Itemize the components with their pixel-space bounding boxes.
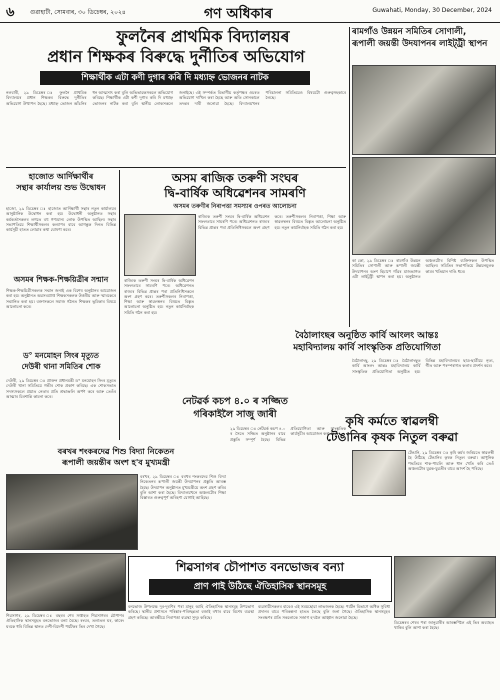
tarunee-body-2: ৰাজ্যিক তৰুণী সংঘৰ দ্বি-বাৰ্ষিক অধিৱেশন সফলতাৰে সামৰণি পৰে। অধিৱেশনত ৰাজ্যৰ বিভিন্ন প্ৰান্তৰ পৰা প্ৰতিনিধিসকলে অংশ গ্ৰহণ কৰে। তৰুণীসকলৰ নিৰাপত্তা, শিক্ষা আৰু স্বাৱলম্বনৰ বিষয়ত বিস্তৃত আলোচনা অনুষ্ঠিত হয়। নতুন কাৰ্যনিৰ্বাহক সমিতি গঠন কৰা হয়। <box>124 278 194 315</box>
historic-site-photo <box>394 556 496 618</box>
tarunee-photo <box>124 214 196 276</box>
event-photo <box>352 157 496 255</box>
picnic-photo <box>6 553 126 611</box>
karbi-headline-2: মহাবিদ্যালয় কাৰ্বি সাংস্কৃতিক প্ৰতিযোগিতা <box>293 343 441 353</box>
ramgaon-photo <box>352 65 496 155</box>
picnic-banner <box>128 556 392 602</box>
ramgaon-body: কা কো, ২৯ ডিচেম্বৰ ঃ ৰামগাঁও উন্নয়ন সমিতিৰ সোণালী আৰু ৰূপালী জয়ন্তী উদযাপনৰ অংশ হিচাপে গাঁৱৰ মাজভাগত এটা লাইট্‌ট্ৰী স্থাপন কৰা হয়। অনুষ্ঠানত অঞ্চলটোৰ বিশিষ্ট ব্যক্তিসকল উপস্থিত আছিল। সমিতিৰ সভাপতিয়ে উন্নয়নমূলক কামৰ খতিয়ান দাঙি ধৰে। <box>352 258 494 279</box>
date-left: গুৱাহাটী, সোমবাৰ, ৩০ ডিচেম্বৰ, ২০২৪ <box>30 9 126 16</box>
bottom-body-1: শিৱসাগৰ, ২৯ ডিচেম্বৰ ঃ বছৰৰ শেষ সপ্তাহত শিৱসাগৰৰ চৌপাশৰ ঐতিহাসিক স্থানসমূহত বনভোজৰ বন্যা বৈছে। ৰংঘৰ, তলাতল ঘৰ, কাৰেং ঘৰকে ধৰি বিভিন্ন স্থানত দেশী-বিদেশী পৰ্যটকৰ ভিৰ দেখা গৈছে। <box>6 613 124 629</box>
deori-body: দেউৰী, ২৯ ডিচেম্বৰ ঃ প্ৰাক্তন প্ৰধানমন্ত্ৰী ড° মনমোহন সিংৰ মৃত্যুত দেউৰী থানা সমিতিয়ে গভীৰ শোক প্ৰকাশ কৰিছে। এক শোকসভাত সদস্যসকলে প্ৰয়াত নেতাৰ প্ৰতি শ্ৰদ্ধাঞ্জলি অৰ্পণ কৰে আৰু তেওঁৰ আত্মাৰ চিৰশান্তি কামনা কৰে। <box>6 378 116 399</box>
ramgaon-headline-2: ৰূপালী জয়ন্তী উদযাপনৰ লাইট্‌ট্ৰী স্থাপন <box>352 39 488 49</box>
section-rule <box>6 167 346 168</box>
column-rule <box>349 27 350 327</box>
hajo-headline-1: হাজোত আৰ্দিক্ষাৰ্থীৰ <box>28 172 94 181</box>
tarunee-headline-1: অসম ৰাজিক তৰুণী সংঘৰ <box>171 171 299 185</box>
teachers-body: শিক্ষক-শিক্ষয়িত্ৰীসকলক সন্মান জনাই এক বিশেষ অনুষ্ঠানৰ আয়োজন কৰা হয়। অনুষ্ঠানত অৱসৰপ্ৰাপ্ত শিক্ষকসকলক উত্তৰীয় আৰু স্মাৰকেৰে সন্মানিত কৰা হয়। বক্তাসকলে সমাজ গঠনত শিক্ষকৰ ভূমিকাৰ বিষয়ে আলোচনা কৰে। <box>6 288 116 309</box>
karbi-headline-1: বৈঠালাংছৰ অনুষ্ঠিত কাৰ্বি আংলং আন্তঃ <box>295 331 439 341</box>
masthead <box>0 0 500 23</box>
barkhar-headline-2: ৰূপালী জয়ন্তীৰ অংশ হ'ব মুখ্যমন্ত্ৰী <box>62 458 170 467</box>
ramgaon-headline-1: ৰামগাঁও উন্নয়ন সমিতিৰ সোণালী, <box>352 27 467 37</box>
date-right: Guwahati, Monday, 30 December, 2024 <box>372 7 492 14</box>
lead-headline-1: ফুলনৈৰ প্ৰাথমিক বিদ্যালয়ৰ <box>116 27 290 46</box>
column-rule <box>119 170 120 440</box>
barkhar-body: বৰখৰ, ২৯ ডিচেম্বৰ ঃ বৰখৰ শংকৰদেৱ শিশু বিদ্যা নিকেতনৰ ৰূপালী জয়ন্তী উদযাপনৰ প্ৰস্তুতি আৰম্ভ হৈছে। উদযাপন অনুষ্ঠানত মুখ্যমন্ত্ৰীয়ে অংশ গ্ৰহণ কৰিব বুলি আশা কৰা হৈছে। বিদ্যালয়খনে অঞ্চলটোৰ শিক্ষা বিস্তাৰত গুৰুত্বপূৰ্ণ অৰিহণা যোগাই আহিছে। <box>140 474 226 501</box>
page-number: ৬ <box>6 5 15 20</box>
teachers-headline: অসমৰ শিক্ষক-শিক্ষয়িত্ৰীৰ সন্মান <box>13 275 109 284</box>
banner-line-1: শিৱসাগৰ চৌপাশত বনভোজৰ বন্যা <box>175 560 344 574</box>
barkhar-photo <box>6 474 138 550</box>
deori-headline-2: দেউৰী থানা সমিতিৰ শোক <box>21 362 101 371</box>
bottom-body-4: ডিচেম্বৰৰ শেষৰ পৰা জানুৱাৰীৰ আৰম্ভণিলৈ এই ভিৰ অব্যাহত থাকিব বুলি আশা কৰা হৈছে। <box>394 620 494 631</box>
banner-line-2: প্ৰাণ পাই উঠিছে ঐতিহাসিক স্থানসমূহ <box>149 579 371 595</box>
lead-body: নলবাৰী, ২৯ ডিচেম্বৰ ঃ ফুলনৈ প্ৰাথমিক বিদ্যালয়ৰ প্ৰধান শিক্ষকৰ বিৰুদ্ধে দুৰ্নীতিৰ অভিযোগ উত্থাপন হৈছে। মধ্যাহ্ন ভোজন আঁচনিৰ ধন আত্মসাৎ কৰা বুলি অভিভাৱকসকলে অভিযোগ কৰিছে। শিক্ষাৰ্থীক এটা কণী দুগাৰ কৰি দি মধ্যাহ্ন ভোজনৰ নাটক কৰা বুলি স্থানীয় লোকসকলে জনাইছে। এই সম্পৰ্কত বিভাগীয় কৰ্তৃপক্ষৰ ওচৰত অভিযোগ দাখিল কৰা হৈছে আৰু অতি সোনকালে তদন্তৰ দাবী জনোৱা হৈছে। বিদ্যালয়খনৰ পৰিচালনা সমিতিয়েও বিষয়টো গুৰুত্বসহকাৰে লৈছে। <box>6 90 346 106</box>
tarunee-headline-2: দ্বি-বাৰ্ষিক অধিৱেশনৰ সামৰণি <box>164 186 306 200</box>
deori-headline-1: ড° মনমোহন সিংৰ মৃত্যুত <box>23 351 99 360</box>
barkhar-headline-1: বৰখৰ শংকৰদেৱ শিশু বিদ্যা নিকেতন <box>57 447 175 456</box>
krishi-headline-2: টেঙানিৰ কৃষক নিতুল বৰুৱা <box>326 430 458 444</box>
lead-band: শিক্ষাৰ্থীক এটা কণী দুগাৰ কৰি দি মধ্যাহ্ন ভোজনৰ নাটক <box>40 71 310 85</box>
tarunee-subhead: অসমৰ তৰুণীৰ নিৰাপত্তা সমস্যাৰ ওপৰত আলোচনা <box>173 203 297 210</box>
karbi-body: বৈঠালাংছু, ২৯ ডিচেম্বৰ ঃ বৈঠালাংছুত কাৰ্বি আংলং আন্তঃ মহাবিদ্যালয় কাৰ্বি সাংস্কৃতিক প্ৰতিযোগিতা অনুষ্ঠিত হয়। বিভিন্ন মহাবিদ্যালয়ৰ ছাত্ৰ-ছাত্ৰীয়ে নৃত্য, গীত আৰু পৰম্পৰাগত কলাৰ প্ৰদৰ্শন কৰে। <box>352 358 494 374</box>
network-headline-1: নেটৱৰ্ক কচপ ৪.০ ৰ সজ্জিত <box>182 396 288 407</box>
hajo-body: হাজো, ২৯ ডিচেম্বৰ ঃ হাজোত আৰ্দিক্ষাৰ্থী সন্থাৰ নতুন কাৰ্যালয়ৰ আনুষ্ঠানিক উদ্বোধন কৰা হয়। উদ্বোধনী অনুষ্ঠানত সন্থাৰ কৰ্মকৰ্তাসকলৰ লগতে বহু গণ্যমান্য লোক উপস্থিত আছিল। সন্থাৰ সভাপতিয়ে শিক্ষাৰ্থীসকলৰ কল্যাণৰ বাবে আগন্তুক দিনত বিভিন্ন কাৰ্যসূচী হাতত লোৱাৰ কথা ঘোষণা কৰে। <box>6 206 116 233</box>
newspaper-logo: গণ অধিকাৰ <box>204 6 273 22</box>
krishi-headline-1: কৃষি কৰ্মতে স্বাৱলম্বী <box>345 414 439 428</box>
network-body: ২৯ ডিচেম্বৰ ঃ নেটৱৰ্ক কচপ ৪.০ ৰ সৈতে সজ্জিত অনুষ্ঠানৰ বাবে প্ৰস্তুতি সম্পূৰ্ণ হৈছে। বিভিন্ন প্ৰতিযোগিতা আৰু সাংস্কৃতিক কাৰ্যসূচীৰ আয়োজন কৰা হৈছে। <box>230 426 346 442</box>
krishi-body: টেঙানি, ২৯ ডিচেম্বৰ ঃ কৃষি কৰ্মৰ জৰিয়তে স্বাৱলম্বী হৈ উঠিছে টেঙানিৰ কৃষক নিতুল বৰুৱা। আধুনিক পদ্ধতিৰে শাক-পাচলি আৰু ধান খেতি কৰি তেওঁ অঞ্চলটোৰ যুৱক-যুৱতীৰ বাবে আদৰ্শ হৈ পৰিছে। <box>408 450 494 471</box>
farmer-photo <box>352 450 406 496</box>
bottom-body-2: বনভোজ উপলক্ষে দূৰ-দূৰণিৰ পৰা মানুহ আহি ঐতিহাসিক স্থানসমূহ উপভোগ কৰিছে। স্থানীয় প্ৰশাসনে পৰিষ্কাৰ-পৰিচ্ছন্নতা বজাই ৰখাৰ বাবে বিশেষ ব্যৱস্থা গ্ৰহণ কৰিছে। আৰক্ষীয়ে নিৰাপত্তা ব্যৱস্থা সুদৃঢ় কৰিছে। <box>128 604 254 620</box>
hajo-headline-2: সন্থাৰ কাৰ্যালয় শুভ উদ্বোধন <box>16 183 106 192</box>
lead-headline-2: প্ৰধান শিক্ষকৰ বিৰুদ্ধে দুৰ্নীতিৰ অভিযোগ <box>47 47 305 66</box>
tarunee-body: ৰাজ্যিক তৰুণী সংঘৰ দ্বি-বাৰ্ষিক অধিৱেশন সফলতাৰে সামৰণি পৰে। অধিৱেশনত ৰাজ্যৰ বিভিন্ন প্ৰান্তৰ পৰা প্ৰতিনিধিসকলে অংশ গ্ৰহণ কৰে। তৰুণীসকলৰ নিৰাপত্তা, শিক্ষা আৰু স্বাৱলম্বনৰ বিষয়ত বিস্তৃত আলোচনা অনুষ্ঠিত হয়। নতুন কাৰ্যনিৰ্বাহক সমিতি গঠন কৰা হয়। <box>198 214 346 230</box>
network-headline-2: গৰিকাইলৈ সাজু জাৰী <box>193 409 277 420</box>
bottom-body-3: ব্যৱসায়ীসকলৰ বাবেও এই সময়ছোৱা লাভজনক হৈছে। পৰ্যটন বিভাগে অধিক সুবিধা প্ৰদানৰ বাবে পৰিকল্পনা হাতত লৈছে বুলি জনা গৈছে। ঐতিহাসিক স্থানসমূহৰ সংৰক্ষণৰ প্ৰতি সকলোকে সজাগ হ'বলৈ আহ্বান জনোৱা হৈছে। <box>258 604 390 620</box>
